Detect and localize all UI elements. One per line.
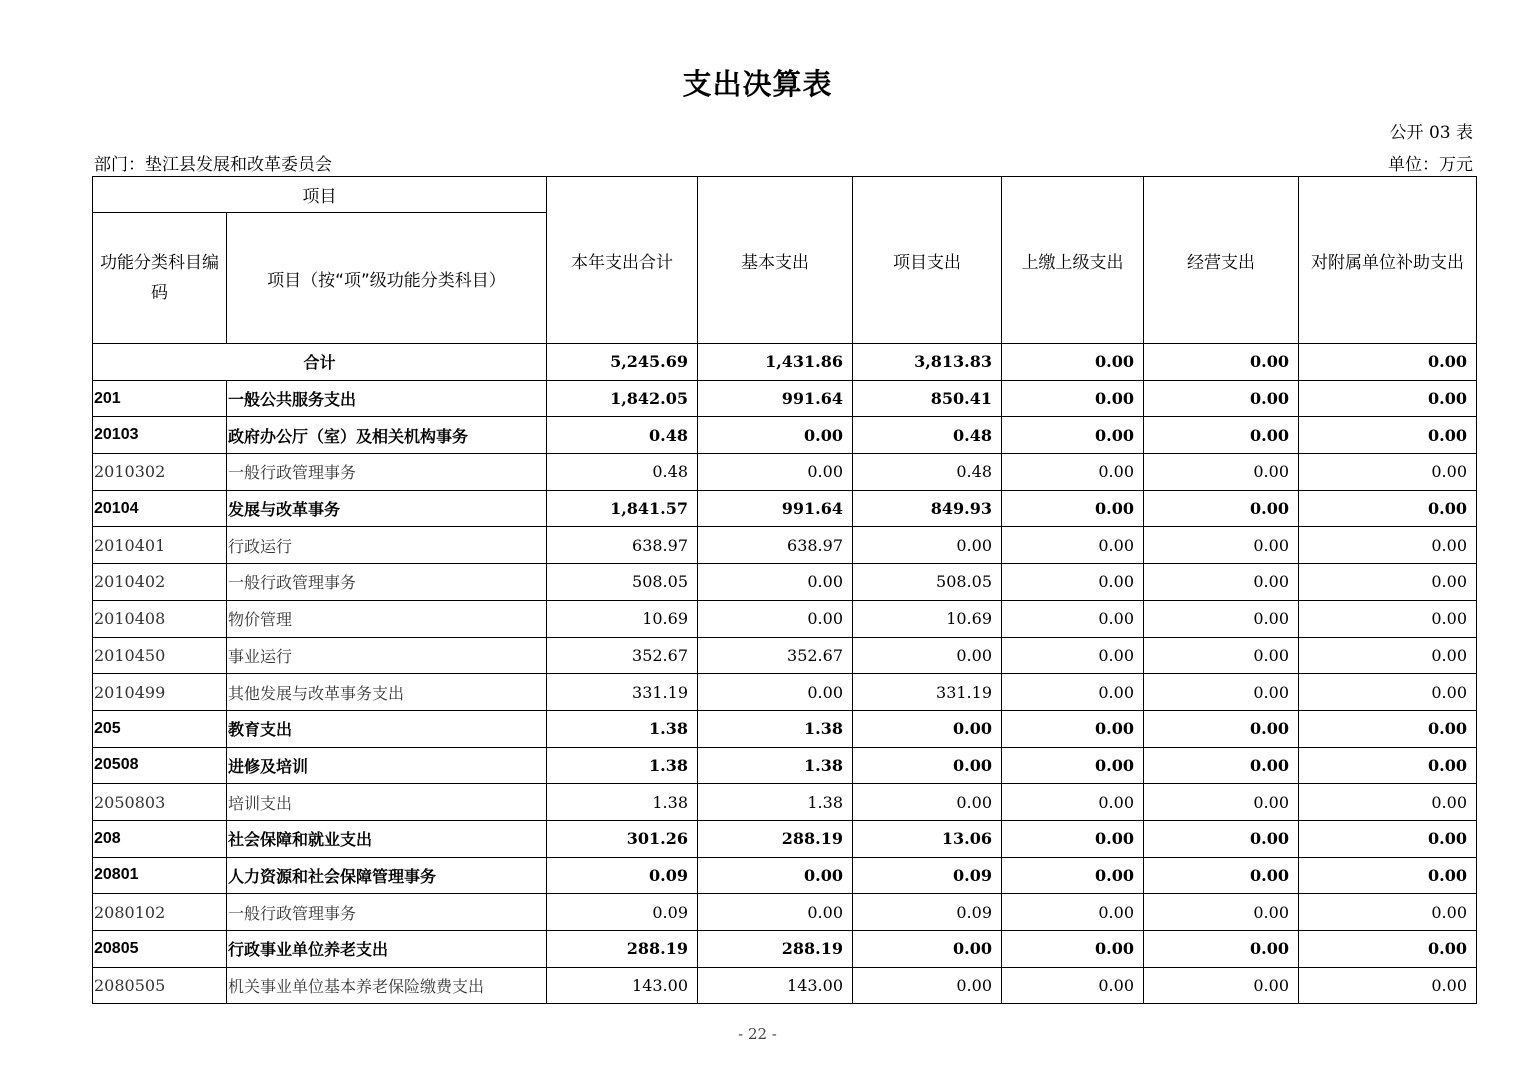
row-value: 0.00 [1144,857,1299,894]
row-value: 10.69 [853,600,1002,637]
row-value: 0.00 [853,931,1002,968]
table-row [93,857,1477,894]
row-value: 0.00 [853,637,1002,674]
row-name: 进修及培训 [227,747,547,784]
header-code: 功能分类科目编码 [93,213,227,344]
row-value: 850.41 [853,380,1002,417]
row-value: 331.19 [853,674,1002,711]
header-project: 项目 [93,177,547,213]
row-value: 0.00 [1002,967,1144,1004]
row-code: 2010402 [93,564,227,601]
row-value: 352.67 [547,637,698,674]
row-value: 508.05 [547,564,698,601]
row-value: 0.00 [1299,820,1477,857]
row-code: 2010408 [93,600,227,637]
header-business: 经营支出 [1144,177,1299,344]
table-row [93,674,1477,711]
row-value: 0.48 [853,417,1002,454]
form-number: 公开 03 表 [1389,123,1473,143]
row-value: 0.48 [853,454,1002,491]
table-row [93,490,1477,527]
row-value: 0.00 [1299,894,1477,931]
row-value: 0.00 [1299,600,1477,637]
row-name: 政府办公厅（室）及相关机构事务 [227,417,547,454]
table-row [93,564,1477,601]
row-value: 0.00 [1299,454,1477,491]
row-value: 0.00 [1002,674,1144,711]
table-row [93,931,1477,968]
row-value: 10.69 [547,600,698,637]
row-value: 0.00 [698,894,853,931]
row-value: 0.00 [1299,637,1477,674]
row-code: 208 [93,820,227,857]
table-row [93,380,1477,417]
row-value: 331.19 [547,674,698,711]
row-value: 0.09 [853,857,1002,894]
header-subsidy: 对附属单位补助支出 [1299,177,1477,344]
row-value: 0.00 [698,417,853,454]
row-name: 机关事业单位基本养老保险缴费支出 [227,967,547,1004]
row-value: 0.00 [1002,600,1144,637]
total-value: 0.00 [1299,344,1477,381]
row-name: 一般公共服务支出 [227,380,547,417]
row-name: 一般行政管理事务 [227,564,547,601]
row-value: 1.38 [698,747,853,784]
row-name: 其他发展与改革事务支出 [227,674,547,711]
header-upper: 上缴上级支出 [1002,177,1144,344]
row-value: 0.00 [1299,710,1477,747]
row-value: 0.00 [1002,931,1144,968]
row-value: 0.00 [853,784,1002,821]
row-value: 0.00 [1144,490,1299,527]
table-row [93,747,1477,784]
row-name: 物价管理 [227,600,547,637]
row-value: 0.48 [547,417,698,454]
department-label: 部门：垫江县发展和改革委员会 [94,155,332,175]
row-value: 0.00 [853,967,1002,1004]
row-value: 849.93 [853,490,1002,527]
row-value: 0.00 [698,674,853,711]
row-value: 0.09 [547,857,698,894]
table-row [93,600,1477,637]
table-row [93,967,1477,1004]
row-code: 2010401 [93,527,227,564]
row-value: 0.00 [1299,417,1477,454]
row-value: 0.09 [547,894,698,931]
row-name: 发展与改革事务 [227,490,547,527]
total-label: 合计 [93,344,547,381]
page-title: 支出决算表 [682,67,833,101]
row-value: 301.26 [547,820,698,857]
row-value: 1,841.57 [547,490,698,527]
row-value: 0.00 [1144,417,1299,454]
row-value: 1.38 [547,747,698,784]
row-code: 20103 [93,417,227,454]
row-value: 0.00 [698,600,853,637]
row-value: 0.00 [1299,931,1477,968]
row-name: 行政运行 [227,527,547,564]
total-value: 0.00 [1002,344,1144,381]
total-value: 5,245.69 [547,344,698,381]
row-name: 教育支出 [227,710,547,747]
total-row [93,344,1477,381]
row-value: 0.00 [1144,637,1299,674]
row-value: 0.00 [1002,527,1144,564]
row-code: 2010499 [93,674,227,711]
row-value: 0.00 [1299,527,1477,564]
row-value: 0.00 [1144,967,1299,1004]
table-row [93,894,1477,931]
header-item: 项目（按“项”级功能分类科目） [227,213,547,344]
header-project-expenditure: 项目支出 [853,177,1002,344]
row-code: 201 [93,380,227,417]
table-row [93,527,1477,564]
row-value: 0.00 [1144,527,1299,564]
row-value: 991.64 [698,380,853,417]
row-code: 205 [93,710,227,747]
row-value: 0.00 [1144,820,1299,857]
page-number: - 22 - [738,1025,777,1043]
row-value: 638.97 [698,527,853,564]
row-value: 0.00 [1144,747,1299,784]
row-value: 0.00 [1002,380,1144,417]
total-value: 3,813.83 [853,344,1002,381]
row-value: 0.00 [1144,380,1299,417]
row-value: 0.00 [1299,747,1477,784]
row-value: 0.00 [1299,564,1477,601]
row-value: 13.06 [853,820,1002,857]
row-value: 0.00 [1002,637,1144,674]
row-value: 0.00 [1299,490,1477,527]
row-value: 0.00 [853,710,1002,747]
row-value: 288.19 [547,931,698,968]
row-value: 288.19 [698,931,853,968]
row-value: 0.00 [1002,857,1144,894]
row-value: 0.00 [1144,931,1299,968]
row-value: 0.00 [1299,674,1477,711]
header-basic: 基本支出 [698,177,853,344]
row-value: 0.00 [853,527,1002,564]
table-row [93,417,1477,454]
row-value: 1,842.05 [547,380,698,417]
row-value: 288.19 [698,820,853,857]
row-name: 一般行政管理事务 [227,454,547,491]
row-code: 2010302 [93,454,227,491]
row-value: 0.00 [1299,380,1477,417]
table-body [93,344,1477,1004]
row-value: 0.00 [1002,747,1144,784]
row-value: 0.00 [1299,857,1477,894]
row-value: 0.00 [1002,490,1144,527]
row-code: 2080505 [93,967,227,1004]
row-value: 0.00 [1144,894,1299,931]
row-code: 2010450 [93,637,227,674]
row-code: 20508 [93,747,227,784]
row-code: 20801 [93,857,227,894]
table-row [93,637,1477,674]
table-row [93,710,1477,747]
row-value: 0.00 [1144,600,1299,637]
row-value: 0.00 [698,454,853,491]
row-name: 社会保障和就业支出 [227,820,547,857]
row-value: 0.00 [1002,564,1144,601]
row-value: 0.00 [698,564,853,601]
total-value: 1,431.86 [698,344,853,381]
row-name: 培训支出 [227,784,547,821]
row-value: 1.38 [547,710,698,747]
unit-label: 单位：万元 [1388,155,1473,175]
row-value: 0.00 [853,747,1002,784]
table-row [93,454,1477,491]
row-value: 0.00 [1002,820,1144,857]
row-value: 0.00 [1144,454,1299,491]
row-value: 0.00 [1002,454,1144,491]
row-code: 2050803 [93,784,227,821]
row-value: 0.00 [1002,417,1144,454]
row-value: 1.38 [698,710,853,747]
row-value: 0.00 [1144,784,1299,821]
row-value: 0.00 [1144,710,1299,747]
expenditure-table [92,176,1477,1004]
row-name: 行政事业单位养老支出 [227,931,547,968]
row-value: 0.00 [1299,784,1477,821]
row-value: 0.00 [1144,564,1299,601]
row-value: 0.00 [1002,710,1144,747]
total-value: 0.00 [1144,344,1299,381]
row-value: 0.48 [547,454,698,491]
row-code: 20104 [93,490,227,527]
row-value: 1.38 [698,784,853,821]
row-value: 143.00 [547,967,698,1004]
header-total: 本年支出合计 [547,177,698,344]
row-name: 事业运行 [227,637,547,674]
row-name: 人力资源和社会保障管理事务 [227,857,547,894]
row-value: 991.64 [698,490,853,527]
row-value: 1.38 [547,784,698,821]
row-value: 0.00 [1002,784,1144,821]
row-name: 一般行政管理事务 [227,894,547,931]
row-code: 20805 [93,931,227,968]
row-value: 0.00 [1002,894,1144,931]
table-row [93,784,1477,821]
row-value: 0.00 [1299,967,1477,1004]
row-value: 0.00 [1144,674,1299,711]
table-row [93,820,1477,857]
row-code: 2080102 [93,894,227,931]
row-value: 352.67 [698,637,853,674]
row-value: 0.09 [853,894,1002,931]
row-value: 0.00 [698,857,853,894]
row-value: 143.00 [698,967,853,1004]
row-value: 638.97 [547,527,698,564]
row-value: 508.05 [853,564,1002,601]
